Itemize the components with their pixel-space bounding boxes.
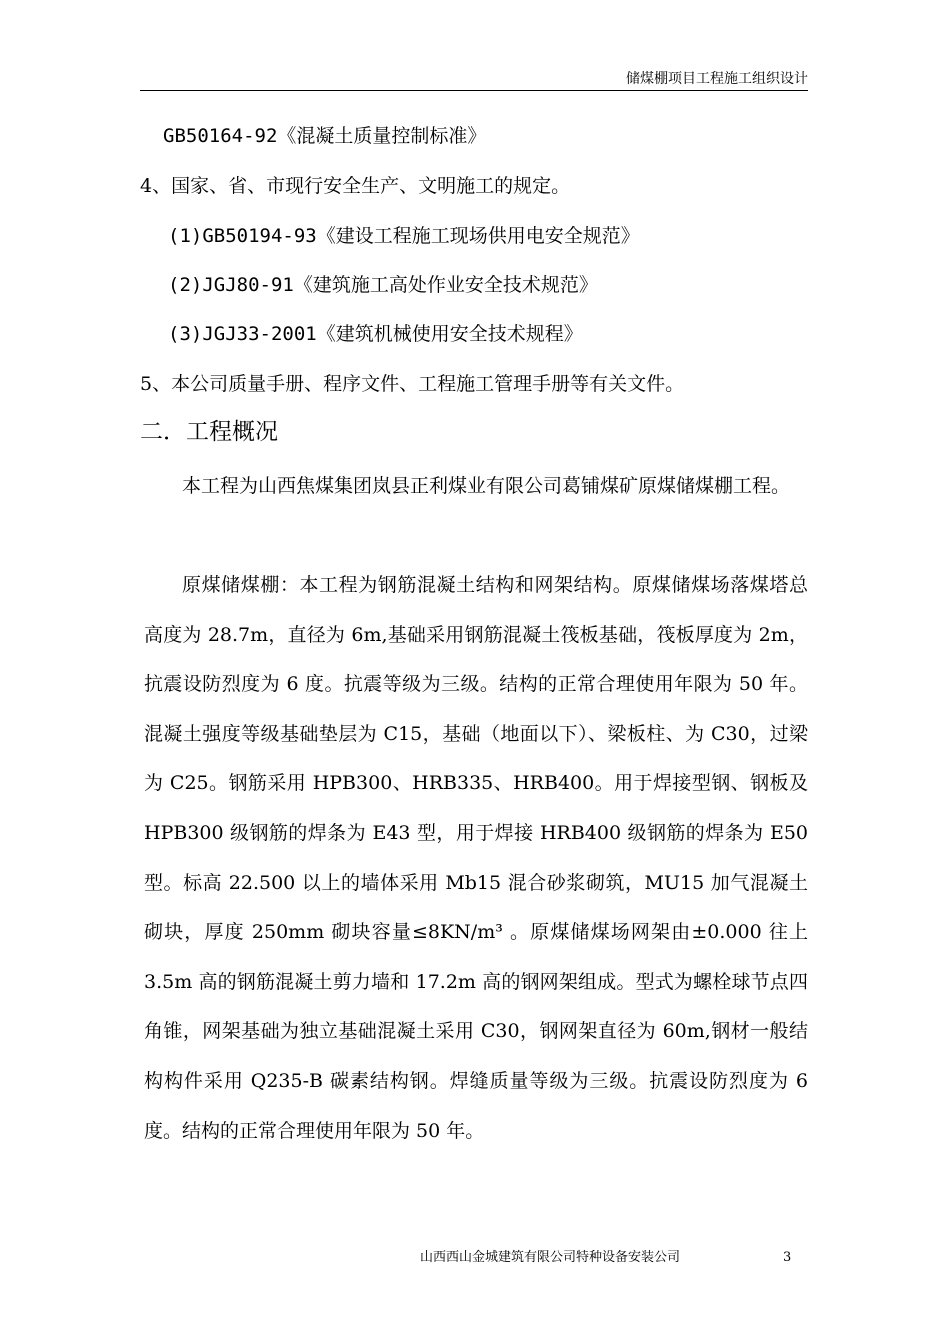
standard-gb50164: GB50164-92《混凝土质量控制标准》 bbox=[163, 125, 487, 147]
list-item-4-3: (3)JGJ33-2001《建筑机械使用安全技术规程》 bbox=[168, 323, 583, 345]
list-item-5: 5、本公司质量手册、程序文件、工程施工管理手册等有关文件。 bbox=[140, 373, 685, 395]
list-item-4-1: (1)GB50194-93《建设工程施工现场供用电安全规范》 bbox=[168, 225, 640, 247]
overview-paragraph-2: 原煤储煤棚：本工程为钢筋混凝土结构和网架结构。原煤储煤场落煤塔总高度为 28.7m，直径为 6m,基础采用钢筋混凝土筏板基础，筏板厚度为 2m，抗震设防烈度为 6 度。抗震等级为三级。结构的正常合理使用年限为 50 年。混凝土强度等级基础垫层为 C15，基础（地面以下）、梁板柱、为 C30，过梁为 C25。钢筋采用 HPB300、HRB335、HRB400。用于焊接型钢、钢板及 HPB300 级钢筋的焊条为 E43 型，用于焊接 HRB400 级钢筋的焊条为 E50 型。标高 22.500 以上的墙体采用 Mb15 混合砂浆砌筑，MU15 加气混凝土砌块，厚度 250mm 砌块容量≤8KN/m³ 。原煤储煤场网架由±0.000 往上 3.5m 高的钢筋混凝土剪力墙和 17.2m 高的钢网架组成。型式为螺栓球节点四角锥，网架基础为独立基础混凝土采用 C30，钢网架直径为 60m,钢材一般结构构件采用 Q235-B 碳素结构钢。焊缝质量等级为三级。抗震设防烈度为 6 度。结构的正常合理使用年限为 50 年。 bbox=[144, 574, 808, 1142]
header-rule bbox=[140, 90, 808, 91]
list-item-4-2: (2)JGJ80-91《建筑施工高处作业安全技术规范》 bbox=[168, 274, 598, 296]
list-item-4: 4、国家、省、市现行安全生产、文明施工的规定。 bbox=[140, 175, 571, 197]
page-number: 3 bbox=[783, 1250, 792, 1265]
footer-company: 山西西山金城建筑有限公司特种设备安装公司 bbox=[420, 1250, 681, 1265]
section-heading: 二．工程概况 bbox=[140, 419, 278, 445]
overview-paragraph-1: 本工程为山西焦煤集团岚县正利煤业有限公司葛铺煤矿原煤储煤棚工程。 bbox=[182, 475, 791, 497]
page-header-title: 储煤棚项目工程施工组织设计 bbox=[626, 71, 808, 87]
